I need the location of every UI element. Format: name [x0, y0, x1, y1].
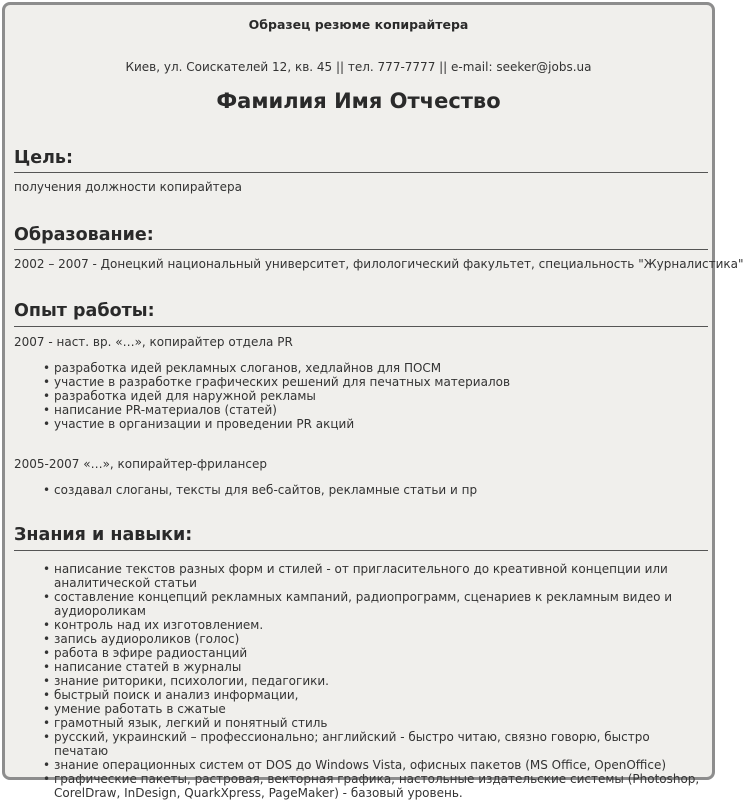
job-title-2: 2005-2007 «…», копирайтер-фрилансер: [14, 457, 268, 471]
list-item: • контроль над их изготовлением.: [43, 618, 264, 632]
education-heading: Образование:: [14, 225, 154, 245]
experience-divider: [14, 326, 708, 327]
goal-heading: Цель:: [14, 148, 73, 168]
full-name: Фамилия Имя Отчество: [216, 89, 501, 113]
list-item: • умение работать в сжатые: [43, 702, 226, 716]
list-item: • работа в эфире радиостанций: [43, 646, 248, 660]
education-divider: [14, 249, 708, 250]
bullet-icon: •: [43, 403, 51, 417]
bullet-icon: •: [43, 618, 51, 632]
bullet-icon: •: [43, 702, 51, 716]
bullet-icon: •: [43, 758, 51, 772]
list-item: • составление концепций рекламных кампаний, радиопрограмм, сценариев к рекламным видео и аудиороликам: [43, 590, 673, 618]
goal-divider: [14, 172, 708, 173]
bullet-icon: •: [43, 660, 51, 674]
job-duties-list-2: [14, 483, 704, 497]
bullet-icon: •: [43, 361, 51, 375]
bullet-icon: •: [43, 674, 51, 688]
bullet-icon: •: [43, 688, 51, 702]
list-item: • разработка идей для наружной рекламы: [43, 389, 316, 403]
list-item: • создавал слоганы, тексты для веб-сайтов, рекламные статьи и пр: [43, 483, 478, 497]
bullet-icon: •: [43, 632, 51, 646]
bullet-icon: •: [43, 375, 51, 389]
list-item: • написание текстов разных форм и стилей - от пригласительного до креативной концепции или аналитической статьи: [43, 562, 668, 590]
list-item: • участие в организации и проведении PR акций: [43, 417, 355, 431]
list-item: • быстрый поиск и анализ информации,: [43, 688, 299, 702]
skills-heading: Знания и навыки:: [14, 525, 193, 545]
skills-divider: [14, 550, 708, 551]
resume-document: [2, 2, 744, 800]
bullet-icon: •: [43, 772, 51, 786]
bullet-icon: •: [43, 646, 51, 660]
list-item: • знание операционных систем от DOS до Windows Vista, офисных пакетов (MS Office, OpenOffice): [43, 758, 667, 772]
list-item: • разработка идей рекламных слоганов, хедлайнов для ПОСМ: [43, 361, 442, 375]
bullet-icon: •: [43, 389, 51, 403]
goal-text: получения должности копирайтера: [14, 180, 242, 194]
document-title: Образец резюме копирайтера: [248, 17, 469, 32]
list-item: • графические пакеты, растровая, векторная графика, настольные издательские системы (Photoshop, CorelDraw, InDesign, QuarkXpress, PageMaker) - базовый уровень.: [43, 772, 700, 800]
list-item: • написание статей в журналы: [43, 660, 242, 674]
bullet-icon: •: [43, 590, 51, 604]
bullet-icon: •: [43, 417, 51, 431]
job-duties-list-1: [14, 361, 704, 431]
bullet-icon: •: [43, 716, 51, 730]
list-item: • знание риторики, психологии, педагогики.: [43, 674, 329, 688]
list-item: • запись аудиороликов (голос): [43, 632, 240, 646]
bullet-icon: •: [43, 730, 51, 744]
list-item: • русский, украинский – профессионально; английский - быстро читаю, связно говорю, быстро печатаю: [43, 730, 650, 758]
bullet-icon: •: [43, 562, 51, 576]
list-item: • грамотный язык, легкий и понятный стиль: [43, 716, 328, 730]
job-title-1: 2007 - наст. вр. «…», копирайтер отдела PR: [14, 335, 293, 349]
skills-list: [14, 562, 704, 800]
experience-heading: Опыт работы:: [14, 301, 155, 321]
education-text: 2002 – 2007 - Донецкий национальный университет, филологический факультет, специальность "Журналистика": [14, 257, 744, 271]
list-item: • участие в разработке графических решений для печатных материалов: [43, 375, 511, 389]
bullet-icon: •: [43, 483, 51, 497]
contact-line: Киев, ул. Соискателей 12, кв. 45 || тел. 777-7777 || e-mail: seeker@jobs.ua: [125, 60, 592, 74]
list-item: • написание PR-материалов (статей): [43, 403, 277, 417]
